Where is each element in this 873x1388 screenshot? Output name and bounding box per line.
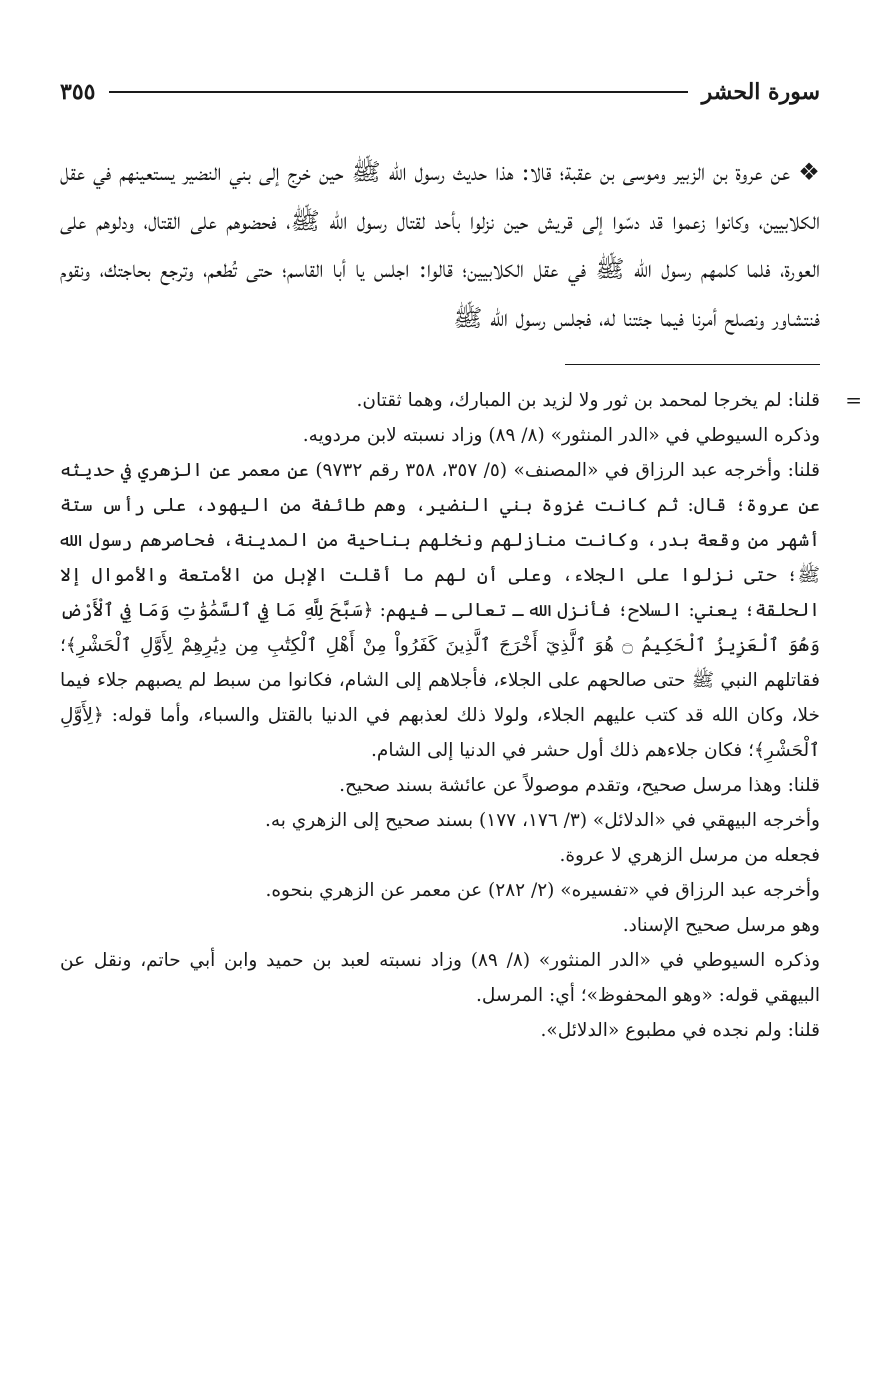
footnote-paragraph: قلنا: ولم نجده في مطبوع «الدلائل». bbox=[540, 1020, 820, 1041]
main-paragraph-text: عن عروة بن الزبير وموسى بن عقبة؛ قالا: هذا حديث رسول الله ﷺ حين خرج إلى بني النضير يستعينهم في عقل الكلابيين، وكانوا زعموا قد دسّوا إلى قريش حين نزلوا بأحد لقتال رسول الله ﷺ، فحضوهم على القتال، ودلوهم على العورة، فلما كلمهم رسول الله ﷺ في عقل الكلابيين؛ قالوا: اجلس يا أبا القاسم؛ حتى تُطعم، وترجع بحاجتك، ونقوم فنتشاور ونصلح أمرنا فيما جئتنا له، فجلس رسول الله ﷺ bbox=[60, 158, 820, 332]
footnote-paragraph: وذكره السيوطي في «الدر المنثور» (٨/ ٨٩) وزاد نسبته لابن مردويه. bbox=[302, 425, 820, 446]
footnote-paragraph: وهو مرسل صحيح الإسناد. bbox=[622, 915, 820, 936]
footnote-separator bbox=[565, 364, 820, 365]
page-header bbox=[60, 72, 820, 112]
footnote-paragraph: وأخرجه البيهقي في «الدلائل» (٣/ ١٧٦، ١٧٧) بسند صحيح إلى الزهري به. bbox=[264, 810, 820, 831]
page-number: ٣٥٥ bbox=[60, 79, 96, 105]
surah-title: سورة الحشر bbox=[701, 79, 820, 105]
main-paragraph bbox=[60, 148, 820, 342]
footnote-paragraph: قلنا: وهذا مرسل صحيح، وتقدم موصولاً عن عائشة بسند صحيح. bbox=[339, 775, 820, 796]
bullet-icon: ❖ bbox=[798, 158, 821, 186]
footnote-paragraph: فجعله من مرسل الزهري لا عروة. bbox=[559, 845, 820, 866]
footnotes bbox=[60, 383, 862, 1048]
footnote-paragraph: وذكره السيوطي في «الدر المنثور» (٨/ ٨٩) وزاد نسبته لعبد بن حميد وابن أبي حاتم، ونقل عن البيهقي قوله: «وهو المحفوظ»؛ أي: المرسل. bbox=[60, 950, 821, 1006]
header-rule bbox=[109, 91, 687, 93]
main-text bbox=[60, 148, 820, 342]
book-page bbox=[60, 72, 862, 1372]
footnote-paragraph: قلنا: لم يخرجا لمحمد بن ثور ولا لزيد بن المبارك، وهما ثقتان. bbox=[356, 390, 820, 411]
continuation-mark: = bbox=[845, 388, 862, 412]
footnote-paragraph: قلنا: وأخرجه عبد الرزاق في «المصنف» (٥/ ٣٥٧، ٣٥٨ رقم ٩٧٣٢) عن معمر عن الزهري في حديثه عن عروة؛ قال: ثم كانت غزوة بني النضير، وهم طائفة من اليهود، على رأس ستة أشهر من وقعة بدر، وكانت منازلهم ونخلهم بناحية من المدينة، فحاصرهم رسول الله ﷺ؛ حتى نزلوا على الجلاء، وعلى أن لهم ما أقلت الإبل من الأمتعة والأموال إلا الحلقة؛ يعني: السلاح؛ فأنزل الله ـ تعالى ـ فيهم: ﴿سَبَّحَ لِلَّهِ مَا فِي ٱلسَّمَٰوَٰتِ وَمَا فِي ٱلْأَرْضِ وَهُوَ ٱلْعَزِيزُ ٱلْحَكِيمُ ۝ هُوَ ٱلَّذِيٓ أَخْرَجَ ٱلَّذِينَ كَفَرُواْ مِنْ أَهْلِ ٱلْكِتَٰبِ مِن دِيَٰرِهِمْ لِأَوَّلِ ٱلْحَشْرِ﴾؛ فقاتلهم النبي ﷺ حتى صالحهم على الجلاء، فأجلاهم إلى الشام، فكانوا من سبط لم يصبهم جلاء فيما خلا، وكان الله قد كتب عليهم الجلاء، ولولا ذلك لعذبهم في الدنيا بالقتل والسباء، وأما قوله: ﴿لِأَوَّلِ ٱلْحَشْرِ﴾؛ فكان جلاءهم ذلك أول حشر في الدنيا إلى الشام. bbox=[60, 460, 820, 761]
footnote-paragraph: وأخرجه عبد الرزاق في «تفسيره» (٢/ ٢٨٢) عن معمر عن الزهري بنحوه. bbox=[265, 880, 820, 901]
